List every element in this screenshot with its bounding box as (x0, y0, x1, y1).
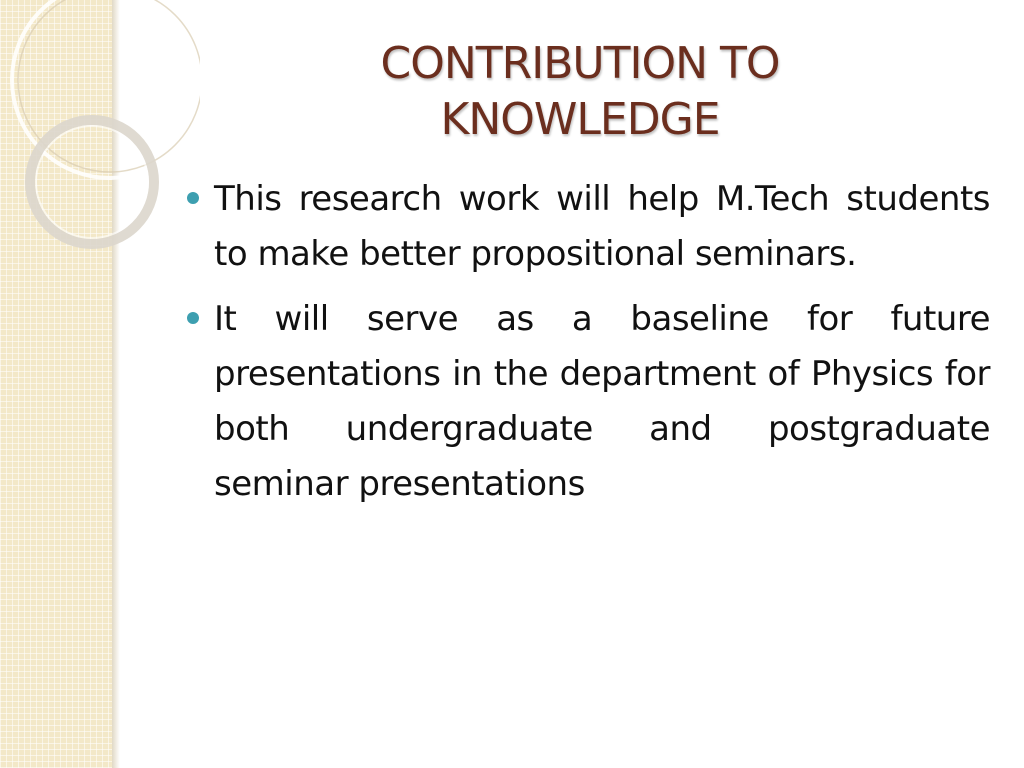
bullet-item (184, 172, 990, 282)
bullet-dot-icon (187, 312, 199, 324)
slide-title: CONTRIBUTION TO KNOWLEDGE (380, 38, 780, 145)
bullet-text: It will serve as a baseline for future presentations in the department of Physics for both undergraduate and postgraduate seminar presentations (214, 299, 990, 504)
decorative-ring-small (30, 120, 154, 244)
decorative-rings (0, 0, 200, 260)
decorative-ring-small-inner (36, 126, 148, 238)
bullet-text: This research work will help M.Tech students to make better propositional seminars. (214, 179, 990, 274)
bullet-dot-icon (187, 192, 199, 204)
bullet-item (184, 292, 990, 512)
bullet-list (184, 172, 990, 522)
